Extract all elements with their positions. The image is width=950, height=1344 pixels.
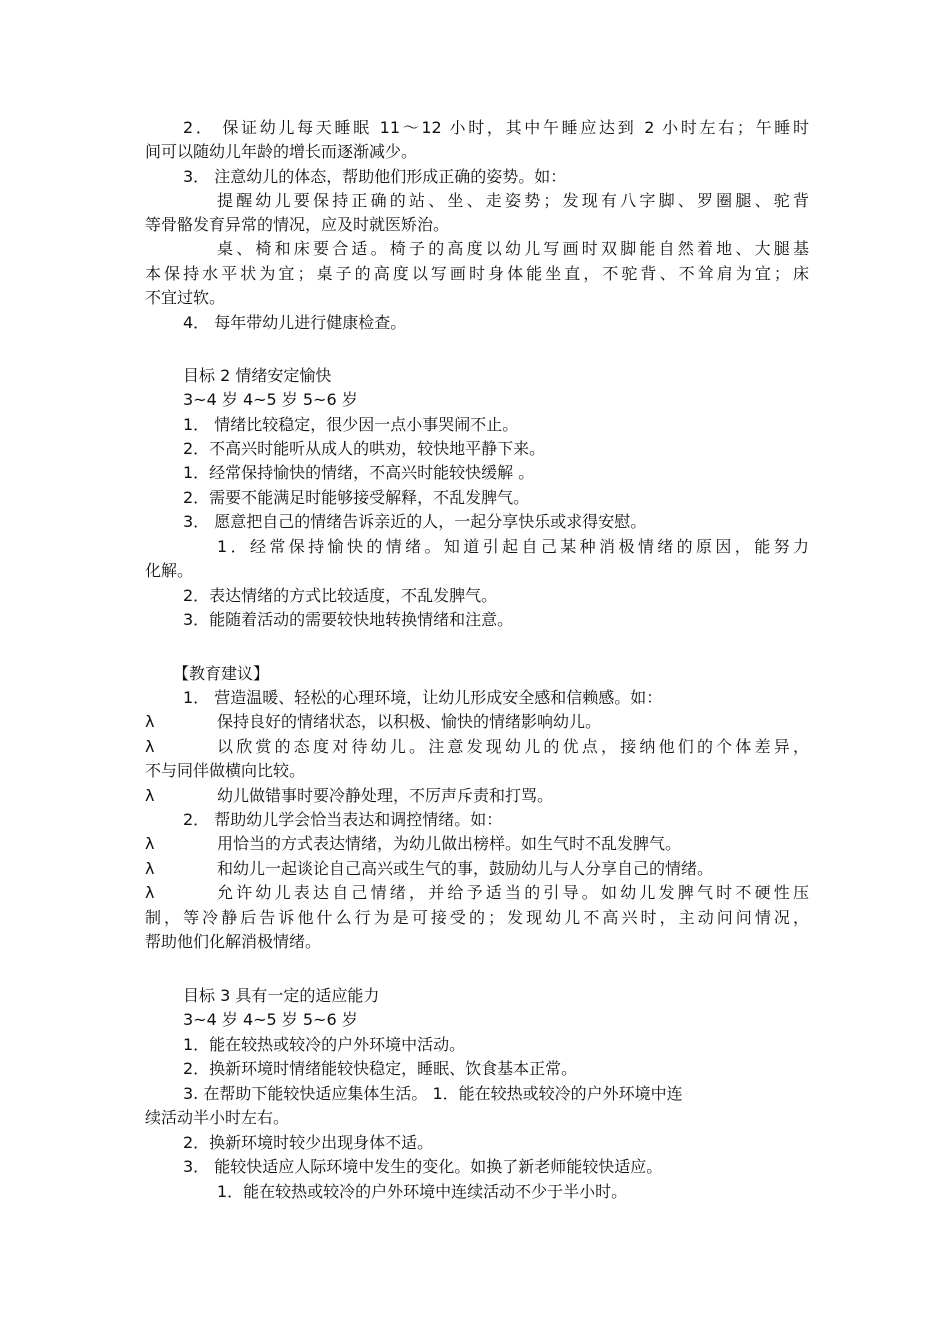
text-line: 2．换新环境时情绪能较快稳定，睡眠、饮食基本正常。: [183, 1059, 578, 1078]
text-line: 1．经常保持愉快的情绪。知道引起自己某种消极情绪的原因，能努力: [217, 537, 809, 556]
text-line: 帮助他们化解消极情绪。: [145, 932, 322, 951]
text-line: 本保持水平状为宜；桌子的高度以写画时身体能坐直，不驼背、不耸肩为宜；床: [145, 264, 809, 283]
bullet-text: 允许幼儿表达自己情绪，并给予适当的引导。如幼儿发脾气时不硬性压: [217, 883, 809, 902]
text-line: 1．经常保持愉快的情绪，不高兴时能较快缓解 。: [183, 463, 535, 482]
text-line: 1． 营造温暖、轻松的心理环境，让幼儿形成安全感和信赖感。如：: [183, 688, 663, 707]
bullet-symbol: λ: [145, 859, 155, 878]
text-line: 续活动半小时左右。: [145, 1108, 290, 1127]
text-line: 不与同伴做横向比较。: [145, 761, 306, 780]
text-line: 3． 能较快适应人际环境中发生的变化。如换了新老师能较快适应。: [183, 1157, 663, 1176]
text-line: 2．不高兴时能听从成人的哄劝，较快地平静下来。: [183, 439, 546, 458]
section-heading: 目标 3 具有一定的适应能力: [183, 986, 380, 1005]
text-line: 1．能在较热或较冷的户外环境中活动。: [183, 1035, 466, 1054]
bullet-text: 和幼儿一起谈论自己高兴或生气的事，鼓励幼儿与人分享自己的情绪。: [217, 859, 714, 878]
text-line: 提醒幼儿要保持正确的站、坐、走姿势；发现有八字脚、罗圈腿、驼背: [217, 191, 809, 210]
text-line: 2．表达情绪的方式比较适度，不乱发脾气。: [183, 586, 498, 605]
bullet-symbol: λ: [145, 737, 155, 756]
text-line: 不宜过软。: [145, 288, 226, 307]
text-line: 化解。: [145, 561, 194, 580]
age-header: 3~4 岁 4~5 岁 5~6 岁: [183, 390, 358, 409]
text-line: 间可以随幼儿年龄的增长而逐渐减少。: [145, 142, 418, 161]
bullet-text: 保持良好的情绪状态，以积极、愉快的情绪影响幼儿。: [217, 712, 602, 731]
section-heading: 【教育建议】: [173, 664, 270, 683]
text-line: 3．能随着活动的需要较快地转换情绪和注意。: [183, 610, 514, 629]
bullet-symbol: λ: [145, 834, 155, 853]
text-line: 4． 每年带幼儿进行健康检查。: [183, 313, 407, 332]
text-line: 桌、椅和床要合适。椅子的高度以幼儿写画时双脚能自然着地、大腿基: [217, 239, 809, 258]
text-line: 2．需要不能满足时能够接受解释，不乱发脾气。: [183, 488, 530, 507]
bullet-symbol: λ: [145, 712, 155, 731]
bullet-symbol: λ: [145, 883, 155, 902]
bullet-text: 以欣赏的态度对待幼儿。注意发现幼儿的优点，接纳他们的个体差异，: [217, 737, 809, 756]
text-line: 3． 愿意把自己的情绪告诉亲近的人，一起分享快乐或求得安慰。: [183, 512, 647, 531]
text-line: 1． 情绪比较稳定，很少因一点小事哭闹不止。: [183, 415, 519, 434]
text-line: 2．换新环境时较少出现身体不适。: [183, 1133, 434, 1152]
bullet-text: 幼儿做错事时要冷静处理，不厉声斥责和打骂。: [217, 786, 554, 805]
text-line: 等骨骼发育异常的情况，应及时就医矫治。: [145, 215, 450, 234]
text-line: 2． 保证幼儿每天睡眠 11～12 小时，其中午睡应达到 2 小时左右；午睡时: [183, 118, 809, 137]
text-line: 3. 在帮助下能较快适应集体生活。 1．能在较热或较冷的户外环境中连: [183, 1084, 683, 1103]
text-line: 2． 帮助幼儿学会恰当表达和调控情绪。如：: [183, 810, 503, 829]
bullet-symbol: λ: [145, 786, 155, 805]
section-heading: 目标 2 情绪安定愉快: [183, 366, 332, 385]
bullet-text: 用恰当的方式表达情绪，为幼儿做出榜样。如生气时不乱发脾气。: [217, 834, 682, 853]
text-line: 1．能在较热或较冷的户外环境中连续活动不少于半小时。: [217, 1182, 628, 1201]
age-header: 3~4 岁 4~5 岁 5~6 岁: [183, 1010, 358, 1029]
text-line: 3． 注意幼儿的体态，帮助他们形成正确的姿势。如：: [183, 167, 567, 186]
text-line: 制，等冷静后告诉他什么行为是可接受的；发现幼儿不高兴时，主动问问情况，: [145, 908, 809, 927]
